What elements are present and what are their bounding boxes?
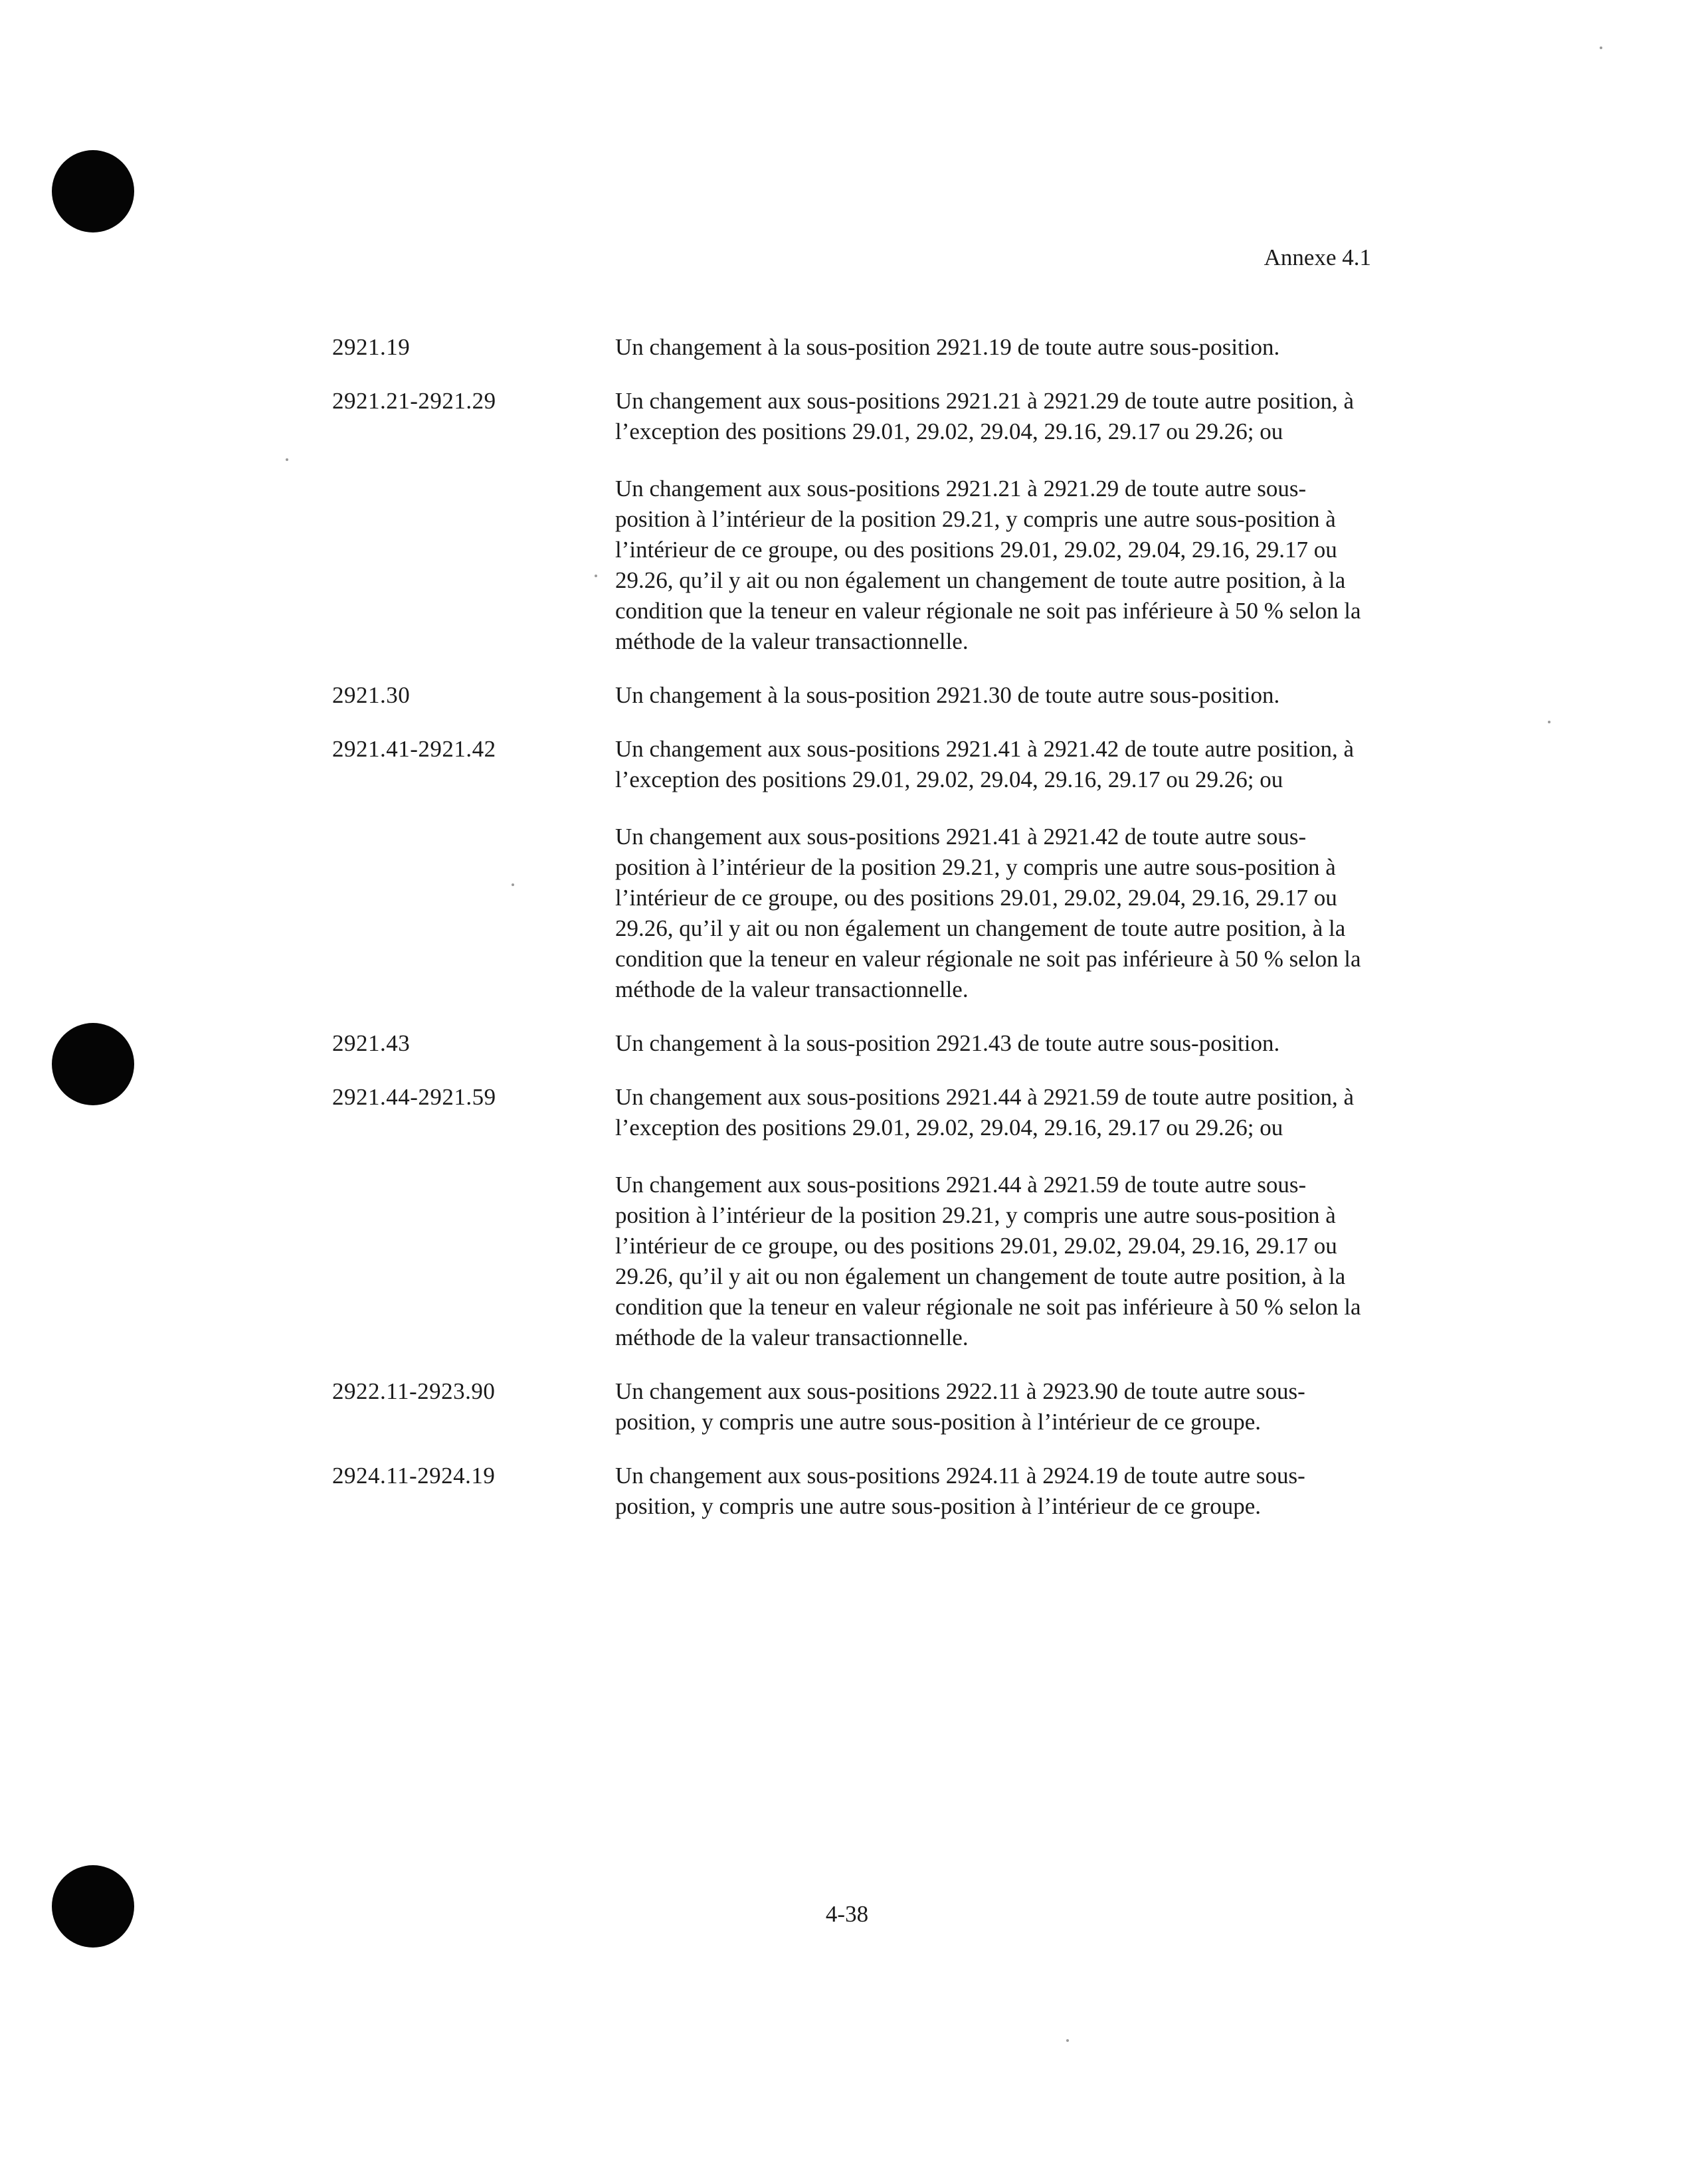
rule-row	[332, 1082, 1382, 1353]
rules-list	[332, 332, 1382, 1545]
rule-description	[615, 680, 1366, 711]
rule-paragraph: Un changement aux sous-positions 2921.44 à 2921.59 de toute autre position, à l’exception des positions 29.01, 29.02, 29.04, 29.16, 29.17 ou 29.26; ou	[615, 1084, 1355, 1140]
rule-paragraph: Un changement aux sous-positions 2924.11 à 2924.19 de toute autre sous-position, y compris une autre sous-position à l’intérieur de ce groupe.	[615, 1463, 1305, 1519]
rule-description	[615, 1376, 1366, 1437]
rule-paragraph: Un changement aux sous-positions 2921.41 à 2921.42 de toute autre sous-position à l’intérieur de la position 29.21, y compris une autre sous-position à l’intérieur de ce groupe, ou des positions 29.01, 29.02, 29.04, 29.16, 29.17 ou 29.26, qu’il y ait ou non également un changement de toute autre position, à la condition que la teneur en valeur régionale ne soit pas inférieure à 50 % selon la méthode de la valeur transactionnelle.	[615, 824, 1361, 1002]
tariff-code: 2921.19	[332, 334, 411, 360]
rule-paragraph: Un changement à la sous-position 2921.43 de toute autre sous-position.	[615, 1030, 1280, 1056]
rule-description	[615, 386, 1366, 657]
tariff-code: 2921.30	[332, 682, 411, 708]
scan-speck	[1066, 2039, 1069, 2042]
scan-speck	[1548, 721, 1551, 723]
scan-speck	[286, 458, 288, 461]
rule-row	[332, 332, 1382, 363]
tariff-code: 2921.21-2921.29	[332, 388, 496, 414]
rule-row	[332, 1028, 1382, 1059]
punch-hole-top	[52, 150, 134, 232]
rule-row	[332, 680, 1382, 711]
tariff-code: 2924.11-2924.19	[332, 1463, 496, 1489]
rule-paragraph: Un changement à la sous-position 2921.19 de toute autre sous-position.	[615, 334, 1280, 360]
tariff-code: 2921.41-2921.42	[332, 736, 496, 762]
rule-description	[615, 1461, 1366, 1522]
rule-paragraph: Un changement à la sous-position 2921.30 de toute autre sous-position.	[615, 682, 1280, 708]
rule-description	[615, 1082, 1366, 1353]
rule-paragraph: Un changement aux sous-positions 2921.21 à 2921.29 de toute autre position, à l’exception des positions 29.01, 29.02, 29.04, 29.16, 29.17 ou 29.26; ou	[615, 388, 1355, 444]
tariff-code: 2921.43	[332, 1030, 411, 1056]
rule-paragraph: Un changement aux sous-positions 2922.11 à 2923.90 de toute autre sous-position, y compris une autre sous-position à l’intérieur de ce groupe.	[615, 1378, 1305, 1435]
rule-description	[615, 1028, 1366, 1059]
punch-hole-middle	[52, 1023, 134, 1105]
tariff-code: 2922.11-2923.90	[332, 1378, 496, 1404]
rule-paragraph: Un changement aux sous-positions 2921.44 à 2921.59 de toute autre sous-position à l’intérieur de la position 29.21, y compris une autre sous-position à l’intérieur de ce groupe, ou des positions 29.01, 29.02, 29.04, 29.16, 29.17 ou 29.26, qu’il y ait ou non également un changement de toute autre position, à la condition que la teneur en valeur régionale ne soit pas inférieure à 50 % selon la méthode de la valeur transactionnelle.	[615, 1172, 1361, 1350]
rule-description	[615, 734, 1366, 1005]
rule-row	[332, 386, 1382, 657]
annex-header: Annexe 4.1	[1264, 244, 1371, 270]
tariff-code: 2921.44-2921.59	[332, 1084, 496, 1110]
scan-speck	[1600, 46, 1602, 49]
rule-paragraph: Un changement aux sous-positions 2921.41 à 2921.42 de toute autre position, à l’exception des positions 29.01, 29.02, 29.04, 29.16, 29.17 ou 29.26; ou	[615, 736, 1355, 792]
rule-row	[332, 1376, 1382, 1437]
rule-paragraph: Un changement aux sous-positions 2921.21 à 2921.29 de toute autre sous-position à l’intérieur de la position 29.21, y compris une autre sous-position à l’intérieur de ce groupe, ou des positions 29.01, 29.02, 29.04, 29.16, 29.17 ou 29.26, qu’il y ait ou non également un changement de toute autre position, à la condition que la teneur en valeur régionale ne soit pas inférieure à 50 % selon la méthode de la valeur transactionnelle.	[615, 476, 1361, 654]
rule-description	[615, 332, 1366, 363]
rule-row	[332, 734, 1382, 1005]
page-number: 4-38	[825, 1901, 869, 1927]
rule-row	[332, 1461, 1382, 1522]
